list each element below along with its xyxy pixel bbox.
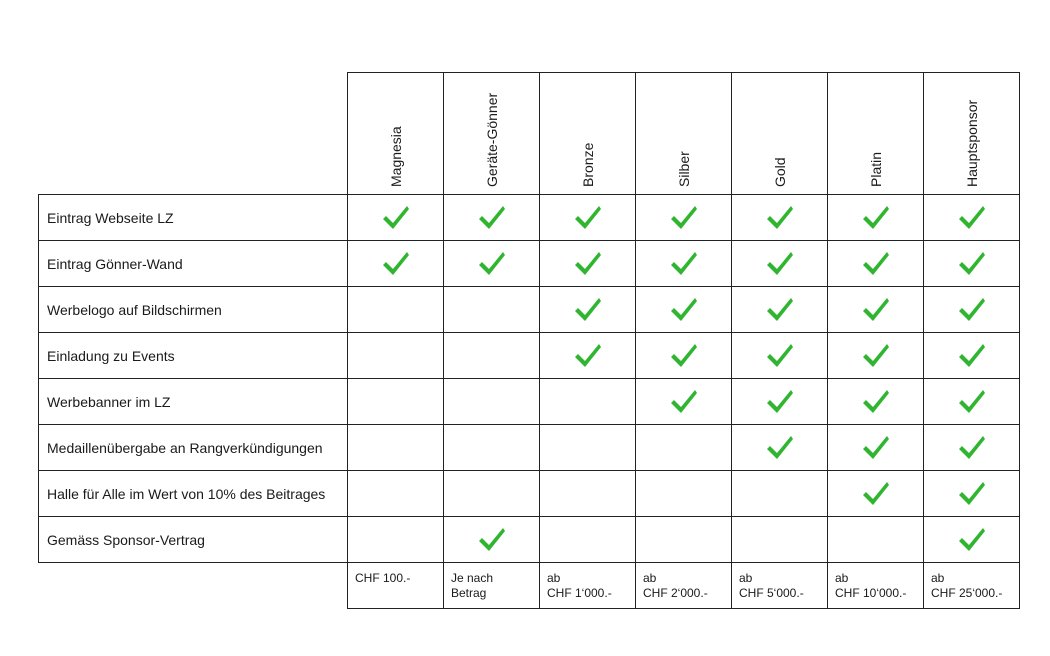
table-cell: [923, 286, 1020, 333]
table-cell: [347, 516, 444, 563]
checkmark-icon: [862, 481, 890, 507]
row-label: Halle für Alle im Wert von 10% des Beitrages: [38, 470, 348, 517]
table-cell: [731, 516, 828, 563]
table-cell: [347, 194, 444, 241]
table-cell: [539, 470, 636, 517]
price-cell: ab CHF 5‘000.-: [731, 562, 828, 609]
table-cell: [827, 424, 924, 471]
table-cell: [539, 240, 636, 287]
checkmark-icon: [862, 251, 890, 277]
table-cell: [443, 240, 540, 287]
column-header-4: [731, 72, 828, 195]
checkmark-icon: [670, 389, 698, 415]
table-cell: [635, 194, 732, 241]
table-cell: [923, 516, 1020, 563]
checkmark-icon: [958, 435, 986, 461]
table-cell: [443, 332, 540, 379]
row-label: Werbebanner im LZ: [38, 378, 348, 425]
table-cell: [635, 424, 732, 471]
table-cell: [539, 378, 636, 425]
column-header-label: Platin: [868, 151, 884, 187]
price-cell: ab CHF 10‘000.-: [827, 562, 924, 609]
row-label: Medaillenübergabe an Rangverkündigungen: [38, 424, 348, 471]
table-cell: [443, 286, 540, 333]
checkmark-icon: [958, 527, 986, 553]
table-cell: [923, 424, 1020, 471]
table-cell: [539, 516, 636, 563]
table-cell: [635, 240, 732, 287]
column-header-5: [827, 72, 924, 195]
table-cell: [827, 516, 924, 563]
table-cell: [923, 194, 1020, 241]
table-cell: [827, 378, 924, 425]
checkmark-icon: [766, 389, 794, 415]
price-cell: CHF 100.-: [347, 562, 444, 609]
column-header-0: [347, 72, 444, 195]
checkmark-icon: [382, 205, 410, 231]
table-cell: [635, 378, 732, 425]
table-cell: [539, 194, 636, 241]
checkmark-icon: [958, 481, 986, 507]
column-header-label: Magnesia: [388, 126, 404, 187]
checkmark-icon: [862, 389, 890, 415]
checkmark-icon: [574, 251, 602, 277]
table-cell: [923, 240, 1020, 287]
table-cell: [443, 378, 540, 425]
checkmark-icon: [574, 343, 602, 369]
table-cell: [347, 240, 444, 287]
column-header-label: Geräte-Gönner: [484, 92, 500, 187]
table-cell: [731, 194, 828, 241]
row-label: Eintrag Webseite LZ: [38, 194, 348, 241]
checkmark-icon: [766, 343, 794, 369]
table-cell: [443, 516, 540, 563]
table-cell: [827, 240, 924, 287]
row-label: Eintrag Gönner-Wand: [38, 240, 348, 287]
checkmark-icon: [670, 297, 698, 323]
column-header-3: [635, 72, 732, 195]
table-cell: [443, 424, 540, 471]
table-cell: [635, 516, 732, 563]
table-cell: [827, 286, 924, 333]
column-header-label: Bronze: [580, 142, 596, 187]
column-header-label: Hauptsponsor: [964, 99, 980, 187]
checkmark-icon: [862, 343, 890, 369]
table-cell: [347, 332, 444, 379]
checkmark-icon: [862, 205, 890, 231]
price-cell: ab CHF 25‘000.-: [923, 562, 1020, 609]
table-cell: [443, 194, 540, 241]
table-cell: [827, 332, 924, 379]
checkmark-icon: [766, 251, 794, 277]
table-cell: [539, 286, 636, 333]
row-label: Einladung zu Events: [38, 332, 348, 379]
table-cell: [347, 470, 444, 517]
table-cell: [923, 470, 1020, 517]
column-header-label: Silber: [676, 151, 692, 187]
checkmark-icon: [958, 343, 986, 369]
table-cell: [827, 470, 924, 517]
table-cell: [539, 424, 636, 471]
row-label: Gemäss Sponsor-Vertrag: [38, 516, 348, 563]
checkmark-icon: [382, 251, 410, 277]
checkmark-icon: [862, 435, 890, 461]
checkmark-icon: [670, 205, 698, 231]
table-cell: [731, 286, 828, 333]
table-cell: [635, 286, 732, 333]
table-cell: [731, 424, 828, 471]
checkmark-icon: [670, 343, 698, 369]
checkmark-icon: [766, 435, 794, 461]
table-cell: [731, 470, 828, 517]
checkmark-icon: [478, 205, 506, 231]
column-header-label: Gold: [772, 157, 788, 187]
table-cell: [347, 378, 444, 425]
checkmark-icon: [958, 205, 986, 231]
table-cell: [347, 424, 444, 471]
checkmark-icon: [766, 297, 794, 323]
price-cell: Je nach Betrag: [443, 562, 540, 609]
column-header-6: [923, 72, 1020, 195]
price-cell: ab CHF 2‘000.-: [635, 562, 732, 609]
table-cell: [731, 240, 828, 287]
checkmark-icon: [478, 527, 506, 553]
checkmark-icon: [958, 251, 986, 277]
checkmark-icon: [574, 297, 602, 323]
table-cell: [923, 332, 1020, 379]
table-cell: [635, 470, 732, 517]
table-cell: [635, 332, 732, 379]
table-cell: [923, 378, 1020, 425]
table-cell: [539, 332, 636, 379]
checkmark-icon: [958, 389, 986, 415]
column-header-1: [443, 72, 540, 195]
checkmark-icon: [862, 297, 890, 323]
table-cell: [731, 332, 828, 379]
checkmark-icon: [574, 205, 602, 231]
table-cell: [347, 286, 444, 333]
checkmark-icon: [478, 251, 506, 277]
column-header-2: [539, 72, 636, 195]
table-cell: [827, 194, 924, 241]
row-label: Werbelogo auf Bildschirmen: [38, 286, 348, 333]
checkmark-icon: [958, 297, 986, 323]
table-cell: [731, 378, 828, 425]
checkmark-icon: [670, 251, 698, 277]
table-cell: [443, 470, 540, 517]
price-cell: ab CHF 1‘000.-: [539, 562, 636, 609]
checkmark-icon: [766, 205, 794, 231]
